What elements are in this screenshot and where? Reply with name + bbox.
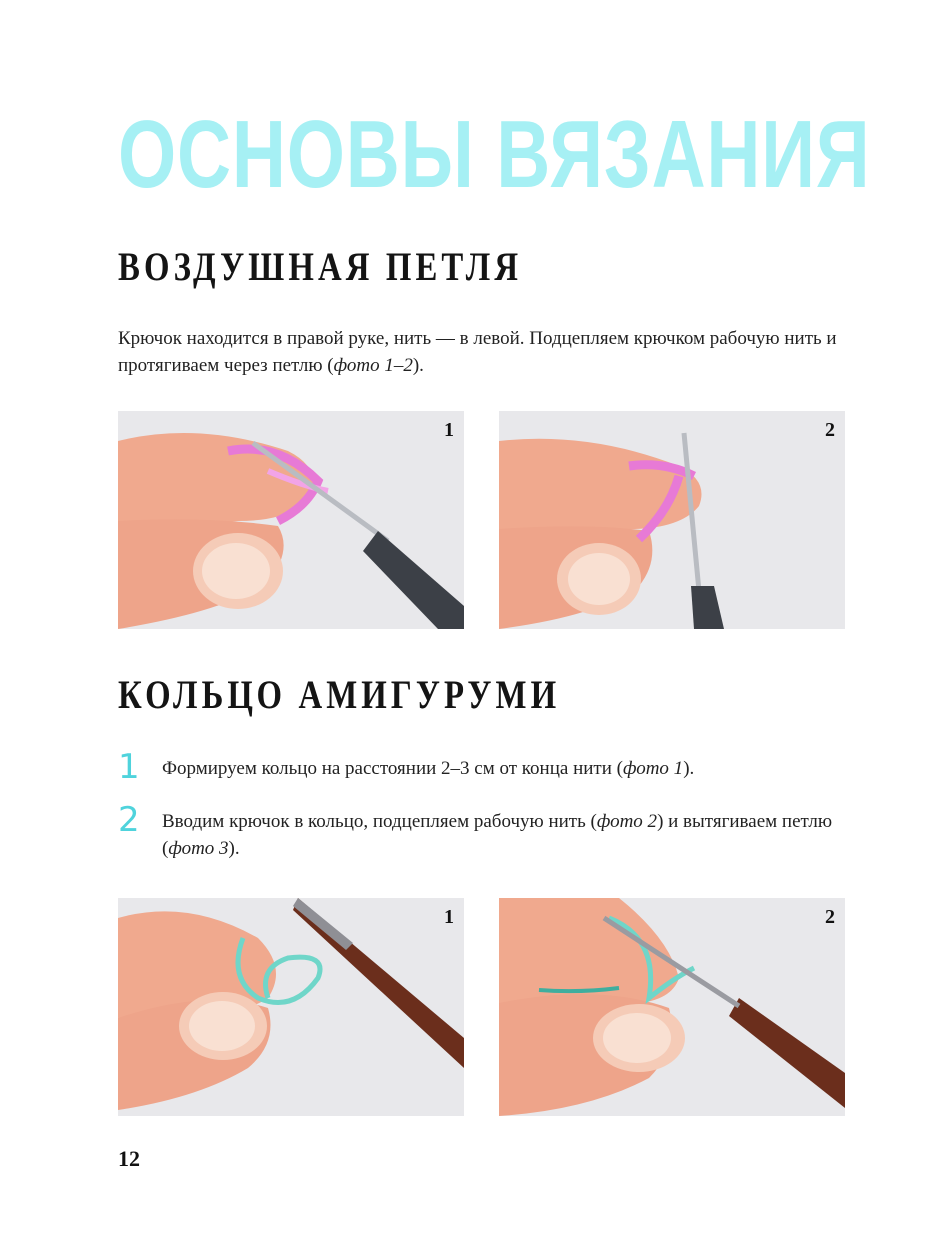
page-title: ОСНОВЫ ВЯЗАНИЯ xyxy=(118,101,871,208)
photo-reference: фото 1–2 xyxy=(333,355,413,376)
step-text-part: Формируем кольцо на расстоянии 2–3 см от конца нити ( xyxy=(162,758,623,779)
photo-illustration xyxy=(499,411,845,629)
description-text: Крючок находится в правой руке, нить — в левой. Подцепляем крючком рабочую нить и протягиваем через петлю ( xyxy=(118,328,837,376)
step-2 xyxy=(118,800,843,862)
photo-illustration xyxy=(118,411,464,629)
page-number: 12 xyxy=(118,1146,140,1171)
step-number: 1 xyxy=(118,747,140,787)
photo-ring-step-2 xyxy=(499,898,845,1116)
chain-stitch-description xyxy=(118,325,838,379)
photo-illustration xyxy=(118,898,464,1116)
photo-reference: фото 1 xyxy=(622,758,684,779)
section-title-chain-stitch: ВОЗДУШНАЯ ПЕТЛЯ xyxy=(118,244,523,289)
step-text xyxy=(162,808,843,862)
photo-reference: фото 2 xyxy=(596,811,658,832)
section-title-amigurumi-ring: КОЛЬЦО АМИГУРУМИ xyxy=(118,672,561,717)
step-text xyxy=(162,755,843,782)
photo-number: 2 xyxy=(825,906,835,928)
photo-illustration xyxy=(499,898,845,1116)
step-text-part: ) и вытягиваем петлю ( xyxy=(162,811,833,859)
photo-reference: фото 3 xyxy=(168,838,229,859)
step-1 xyxy=(118,747,843,787)
description-text-end: ). xyxy=(412,355,424,376)
photo-chain-step-1 xyxy=(118,411,464,629)
photo-number: 1 xyxy=(444,419,454,441)
photo-number: 1 xyxy=(444,906,454,928)
step-number: 2 xyxy=(118,800,140,840)
step-text-part: ). xyxy=(228,838,240,859)
step-text-part: ). xyxy=(683,758,695,779)
step-text-part: Вводим крючок в кольцо, подцепляем рабочую нить ( xyxy=(162,811,597,832)
photo-number: 2 xyxy=(825,419,835,441)
photo-ring-step-1 xyxy=(118,898,464,1116)
photo-chain-step-2 xyxy=(499,411,845,629)
